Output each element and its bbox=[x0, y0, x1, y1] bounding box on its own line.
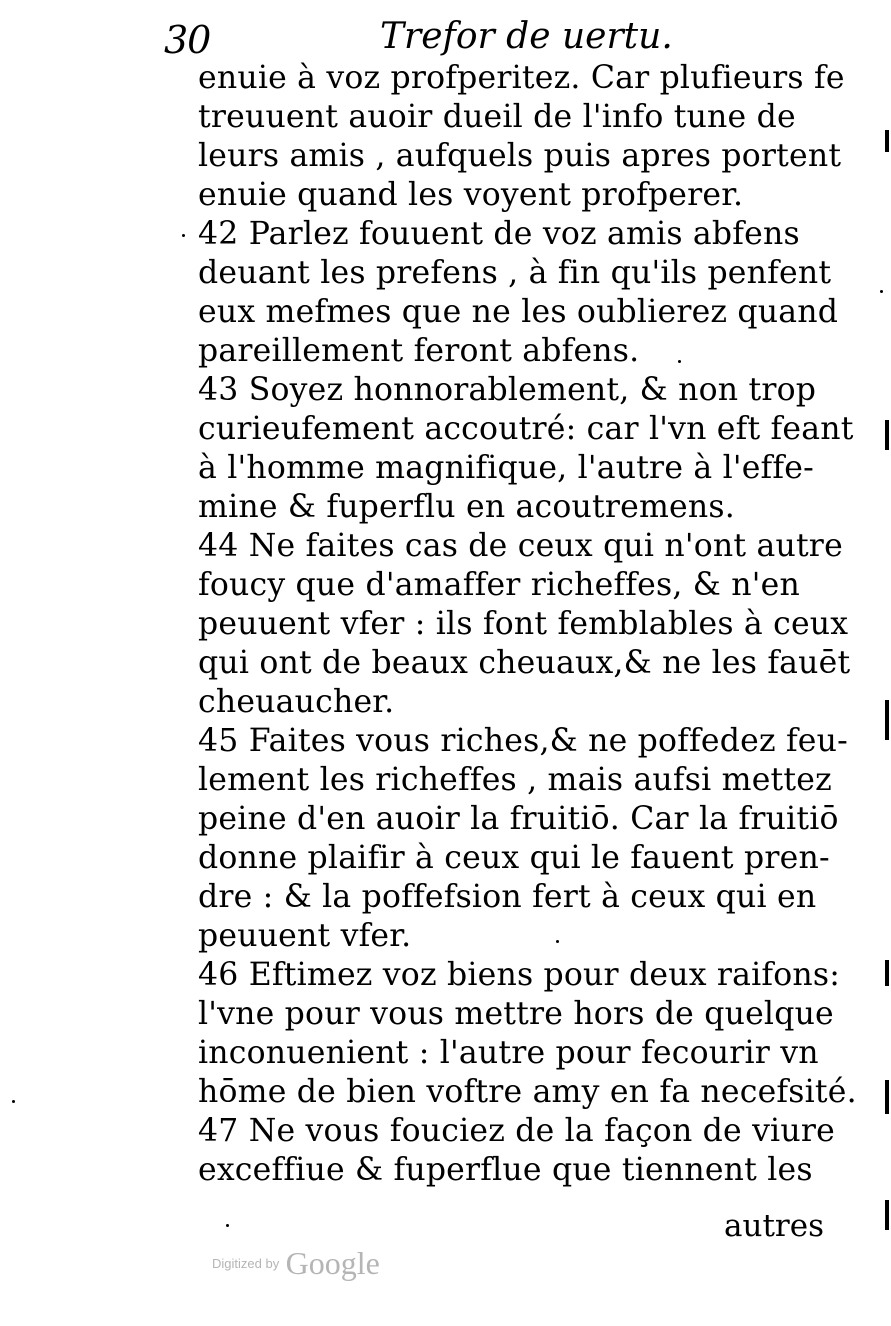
text-line: 47 Ne vous fouciez de la façon de viure bbox=[198, 1113, 835, 1149]
text-line: treuuent auoir dueil de l'info tune de bbox=[198, 99, 796, 135]
text-line: mine & fuperflu en acoutremens. bbox=[198, 489, 735, 525]
text-line: peuuent vfer. bbox=[198, 918, 412, 954]
watermark-prefix: Digitized by bbox=[212, 1256, 280, 1271]
text-line: 42 Parlez fouuent de voz amis abfens bbox=[198, 216, 800, 252]
text-line: peuuent vfer : ils font femblables à ceux bbox=[198, 606, 849, 642]
watermark-brand: Google bbox=[285, 1245, 380, 1281]
text-line: deuant les prefens , à fin qu'ils penfent bbox=[198, 255, 832, 291]
text-line: curieufement accoutré: car l'vn eft feant bbox=[198, 411, 854, 447]
speck bbox=[226, 1224, 229, 1227]
speck bbox=[678, 360, 681, 363]
digitized-watermark bbox=[212, 1245, 380, 1282]
text-line: enuie à voz profperitez. Car plufieurs fe bbox=[198, 60, 845, 96]
text-line: exceffiue & fuperflue que tiennent les bbox=[198, 1152, 813, 1188]
text-line: à l'homme magnifique, l'autre à l'effe- bbox=[198, 450, 814, 486]
text-line: qui ont de beaux cheuaux,& ne les fauēt bbox=[198, 645, 851, 681]
speck bbox=[556, 940, 559, 943]
text-line: 44 Ne faites cas de ceux qui n'ont autre bbox=[198, 528, 843, 564]
bleed-through-mark bbox=[885, 1200, 889, 1230]
speck bbox=[182, 234, 185, 237]
text-line: 43 Soyez honnorablement, & non trop bbox=[198, 372, 817, 408]
text-line: lement les richeffes , mais aufsi mettez bbox=[198, 762, 832, 798]
text-line: inconuenient : l'autre pour fecourir vn bbox=[198, 1035, 819, 1071]
speck bbox=[12, 1100, 15, 1103]
bleed-through-mark bbox=[885, 700, 889, 740]
bleed-through-mark bbox=[885, 1080, 889, 1114]
text-line: l'vne pour vous mettre hors de quelque bbox=[198, 996, 834, 1032]
text-line: hōme de bien voftre amy en fa necefsité. bbox=[198, 1074, 857, 1110]
text-line: peine d'en auoir la fruitiō. Car la fruitiō bbox=[198, 801, 839, 837]
bleed-through-mark bbox=[885, 130, 889, 152]
text-line: foucy que d'amaffer richeffes, & n'en bbox=[198, 567, 800, 603]
text-line: 46 Eftimez voz biens pour deux raifons: bbox=[198, 957, 841, 993]
text-line: eux mefmes que ne les oublierez quand bbox=[198, 294, 839, 330]
text-line: cheuaucher. bbox=[198, 684, 395, 720]
bleed-through-mark bbox=[885, 420, 889, 450]
page-number: 30 bbox=[164, 18, 211, 62]
text-line: enuie quand les voyent profperer. bbox=[198, 177, 744, 213]
running-title: Trefor de uertu. bbox=[380, 16, 673, 57]
text-line: donne plaifir à ceux qui le fauent pren- bbox=[198, 840, 830, 876]
text-line: dre : & la poffefsion fert à ceux qui en bbox=[198, 879, 817, 915]
text-line: 45 Faites vous riches,& ne poffedez feu- bbox=[198, 723, 848, 759]
bleed-through-mark bbox=[885, 960, 889, 986]
speck bbox=[880, 290, 883, 293]
text-line: pareillement feront abfens. bbox=[198, 333, 640, 369]
text-line: leurs amis , aufquels puis apres portent bbox=[198, 138, 842, 174]
catchword: autres bbox=[724, 1208, 824, 1244]
